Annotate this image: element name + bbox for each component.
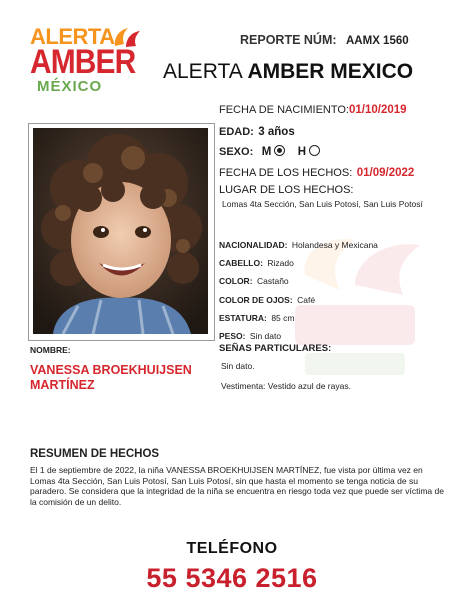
phone-number[interactable]: 55 5346 2516 bbox=[146, 563, 318, 593]
clothing-row bbox=[221, 381, 351, 391]
eye-color-label: COLOR DE OJOS: bbox=[219, 295, 293, 305]
summary-text: El 1 de septiembre de 2022, la niña VANESSA BROEKHUIJSEN MARTÍNEZ, fue vista por última vez en Lomas 4ta Sección, San Luis Potosí, San Luis Potosí, sin que hasta el momento se tenga noticia de su paradero. Se considera que la integridad de la niña se encuentra en riesgo toda vez que puede ser víctima de la comisión de un delito. bbox=[30, 465, 444, 507]
birth-date-row bbox=[219, 100, 407, 118]
hair-value: Rizado bbox=[267, 258, 294, 268]
sex-option-h-label: H bbox=[297, 146, 307, 158]
birth-date-label: FECHA DE NACIMIENTO: bbox=[219, 104, 349, 116]
watermark-logo-icon bbox=[285, 235, 425, 385]
eye-color-value: Café bbox=[297, 295, 316, 305]
name-label: NOMBRE: bbox=[30, 345, 71, 355]
title-regular: ALERTA bbox=[163, 60, 248, 83]
weight-value: Sin dato bbox=[249, 331, 282, 341]
nationality-label: NACIONALIDAD: bbox=[219, 240, 288, 250]
summary-title: RESUMEN DE HECHOS bbox=[30, 448, 160, 460]
height-value: 85 cm bbox=[271, 313, 295, 323]
nationality-row bbox=[219, 235, 378, 253]
clothing-label: Vestimenta: bbox=[221, 381, 266, 391]
height-label: ESTATURA: bbox=[219, 313, 267, 323]
event-date-value: 01/09/2022 bbox=[356, 167, 415, 179]
page-title bbox=[163, 60, 413, 84]
birth-date-value: 01/10/2019 bbox=[348, 104, 407, 116]
event-date-label: FECHA DE LOS HECHOS: bbox=[219, 167, 353, 179]
place-value: Lomas 4ta Sección, San Luis Potosí, San Luis Potosí bbox=[222, 199, 423, 209]
event-date-row bbox=[219, 163, 414, 181]
nationality-value: Holandesa y Mexicana bbox=[291, 240, 378, 250]
hair-row bbox=[219, 253, 294, 271]
age-value: 3 años bbox=[258, 126, 295, 138]
title-bold: AMBER MEXICO bbox=[247, 60, 414, 83]
report-number-value: AAMX 1560 bbox=[346, 35, 409, 47]
color-row bbox=[219, 271, 289, 289]
missing-person-name bbox=[30, 363, 220, 393]
height-row bbox=[219, 308, 294, 326]
report-number-label: REPORTE NÚM: bbox=[240, 33, 337, 47]
hair-label: CABELLO: bbox=[219, 258, 263, 268]
sex-option-h-radio bbox=[309, 145, 320, 156]
sex-option-m-label: M bbox=[261, 146, 272, 158]
age-row bbox=[219, 122, 295, 140]
weight-row bbox=[219, 326, 281, 344]
age-label: EDAD: bbox=[219, 126, 254, 138]
child-photo bbox=[33, 128, 208, 334]
sex-option-m-radio bbox=[274, 145, 285, 156]
distinguishing-marks-value: Sin dato. bbox=[221, 361, 255, 371]
eye-color-row bbox=[219, 290, 315, 308]
sex-row bbox=[219, 142, 320, 160]
color-label: COLOR: bbox=[219, 276, 253, 286]
logo-alerta-text: ALERTA bbox=[30, 24, 115, 49]
alerta-amber-logo bbox=[30, 24, 140, 98]
child-photo-frame bbox=[28, 123, 215, 341]
phone-label: TELÉFONO bbox=[186, 540, 278, 557]
logo-amber-text: AMBER bbox=[30, 43, 136, 81]
weight-label: PESO: bbox=[219, 331, 246, 341]
color-value: Castaño bbox=[256, 276, 289, 286]
logo-mexico-text: MÉXICO bbox=[37, 78, 103, 95]
distinguishing-marks-label: SEÑAS PARTICULARES: bbox=[219, 343, 332, 354]
sex-label: SEXO: bbox=[219, 146, 254, 158]
name-line-1: VANESSA BROEKHUIJSEN bbox=[30, 363, 192, 377]
place-label: LUGAR DE LOS HECHOS: bbox=[219, 184, 354, 196]
clothing-value: Vestido azul de rayas. bbox=[267, 381, 351, 391]
name-line-2: MARTÍNEZ bbox=[30, 378, 95, 392]
